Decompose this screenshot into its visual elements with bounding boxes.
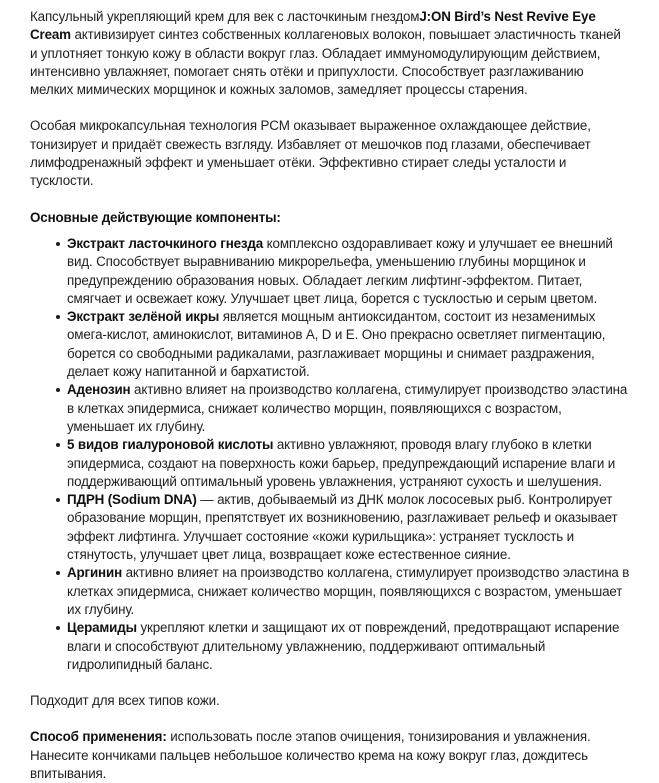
bullet-icon xyxy=(56,498,60,502)
components-heading: Основные действующие компоненты: xyxy=(30,209,281,225)
bullet-icon xyxy=(56,242,60,246)
bullet-icon xyxy=(56,571,60,575)
bullet-icon xyxy=(56,443,60,447)
technology-paragraph: Особая микрокапсульная технология PCM оказывает выраженное охлаждающее действие, тонизирует и придаёт свежесть взгляду. Избавляет от мешочков под глазами, обеспечивает лимфодренажный эффект и уменьшает отёки. Эффективно стирает следы усталости и тусклости. xyxy=(30,118,591,189)
intro-rest: активизирует синтез собственных коллагеновых волокон, повышает эластичность тканей и уплотняет тонкую кожу в области вокруг глаз. Обладает иммуномодулирующим действием, интенсивно увлажняет, помогает снять отёки и припухлости. Способствует разглаживанию мелких мимических морщинок и кожных заломов, замедляет процессы старения. xyxy=(30,27,621,98)
component-name: Экстракт ласточкиного гнезда xyxy=(67,235,264,251)
list-item: Церамиды укрепляют клетки и защищают их от повреждений, предотвращают испарение влаги и способствуют длительному увлажнению, поддерживают оптимальный гидролипидный баланс. xyxy=(56,619,630,674)
list-item: 5 видов гиалуроновой кислоты активно увлажняют, проводя влагу глубоко в клетки эпидермиса, создают на поверхность кожи барьер, предупреждающий испарение влаги и поддерживающий оптимальный уровень увлажнения, устраняют сухость и шелушения. xyxy=(56,436,630,491)
list-item: Аденозин активно влияет на производство коллагена, стимулирует производство эластина в клетках эпидермиса, снижает количество морщин, появляющихся с возрастом, уменьшает их глубину. xyxy=(56,381,630,436)
component-name: Экстракт зелёной икры xyxy=(67,309,220,325)
bullet-icon xyxy=(56,388,60,392)
usage-label: Способ применения: xyxy=(30,729,167,745)
usage-paragraph: Способ применения: использовать после этапов очищения, тонизирования и увлажнения. Нанесите кончиками пальцев небольшое количество крема на кожу вокруг глаз, дождитесь впитывания. xyxy=(30,729,591,781)
intro-lead: Капсульный укрепляющий крем для век с ласточкиным гнездом xyxy=(30,9,420,24)
component-name: Аденозин xyxy=(67,382,131,398)
component-name: 5 видов гиалуроновой кислоты xyxy=(67,437,274,453)
bullet-icon xyxy=(56,315,60,319)
components-list xyxy=(30,235,630,674)
list-item: ПДРН (Sodium DNA) — актив, добываемый из ДНК молок лососевых рыб. Контролирует образование морщин, препятствует их возникновению, разглаживает рельеф и оказывает эффект лифтинга. Улучшает состояние «кожи курильщика»: устраняет тусклость и стянутость, улучшает цвет лица, возвращает коже естественное сияние. xyxy=(56,491,630,564)
skin-types-paragraph: Подходит для всех типов кожи. xyxy=(30,693,220,709)
component-name: Аргинин xyxy=(67,565,123,581)
bullet-icon xyxy=(56,626,60,630)
list-item: Аргинин активно влияет на производство коллагена, стимулирует производство эластина в клетках эпидермиса, снижает количество морщин, появляющихся с возрастом, уменьшает их глубину. xyxy=(56,564,630,619)
list-item: Экстракт ласточкиного гнезда комплексно оздоравливает кожу и улучшает ее внешний вид. Способствует выравниванию микрорельефа, уменьшению глубины морщинок и предупреждению образования новых. Обладает легким лифтинг-эффектом. Питает, смягчает и освежает кожу. Улучшает цвет лица, борется с тусклостью и серым цветом. xyxy=(56,235,630,308)
product-name: J:ON Bird’s Nest Revive Eye Cream xyxy=(30,9,596,43)
component-name: Церамиды xyxy=(67,620,137,636)
component-name: ПДРН (Sodium DNA) xyxy=(67,492,197,508)
list-item: Экстракт зелёной икры является мощным антиоксидантом, состоит из незаменимых омега-кислот, аминокислот, витаминов A, D и E. Оно прекрасно осветляет пигментацию, борется со свободными радикалами, разглаживает морщины и снимает раздражения, делает кожу напитанной и бархатистой. xyxy=(56,308,630,381)
intro-paragraph xyxy=(30,8,630,99)
